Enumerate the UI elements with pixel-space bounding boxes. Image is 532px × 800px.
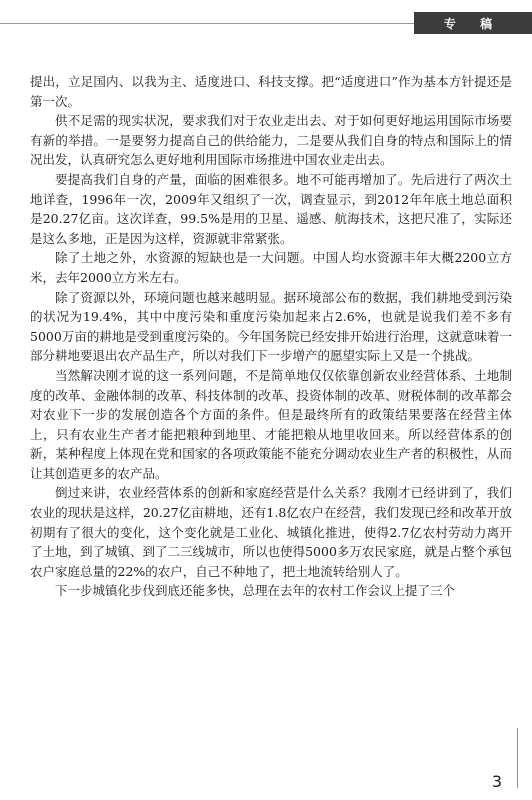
paragraph: 除了土地之外，水资源的短缺也是一大问题。中国人均水资源丰年大概2200立方米，去年2000立方米左右。 <box>30 250 512 285</box>
section-tab: 专 稿 <box>414 12 532 34</box>
paragraph: 提出，立足国内、以我为主、适度进口、科技支撑。把“适度进口”作为基本方针提还是第一次。 <box>30 74 512 109</box>
paragraph: 除了资源以外，环境问题也越来越明显。据环境部公布的数据，我们耕地受到污染的状况为19.4%，其中中度污染和重度污染加起来占2.6%，也就是说我们差不多有5000万亩的耕地是受到重度污染的。今年国务院已经安排开始进行治理，这就意味着一部分耕地要退出农产品生产，所以对我们下一步增产的愿望实际上又是一个挑战。 <box>30 289 512 364</box>
paragraph: 倒过来讲，农业经营体系的创新和家庭经营是什么关系？我刚才已经讲到了，我们农业的现状是这样，20.27亿亩耕地，还有1.8亿农户在经营，我们发现已经和改革开放初期有了很大的变化，这个变化就是工业化、城镇化推进，使得2.7亿农村劳动力离开了土地，到了城镇、到了二三线城市，所以也使得5000多万农民家庭，就是占整个承包农户家庭总量的22%的农户，自己不种地了，把土地流转给别人了。 <box>30 485 512 579</box>
paragraph: 当然解决刚才说的这一系列问题，不是简单地仅仅依靠创新农业经营体系、土地制度的改革、金融体制的改革、科技体制的改革、投资体制的改革、财税体制的改革都会对农业下一步的发展创造各个方面的条件。但是最终所有的政策结果要落在经营主体上，只有农业生产者才能把粮种到地里、才能把粮从地里收回来。所以经营体系的创新，某种程度上体现在党和国家的各项政策能不能充分调动农业生产者的积极性，从而让其创造更多的农产品。 <box>30 367 512 481</box>
running-header <box>0 12 532 34</box>
paragraph: 下一步城镇化步伐到底还能多快，总理在去年的农村工作会议上提了三个 <box>55 583 456 599</box>
article-body <box>30 72 512 601</box>
paragraph: 供不足需的现实状况，要求我们对于农业走出去、对于如何更好地运用国际市场要有新的举措。一是要努力提高自己的供给能力，二是要从我们自身的特点和国际上的情况出发，认真研究怎么更好地利用国际市场推进中国农业走出去。 <box>30 113 512 168</box>
margin-rule <box>517 728 518 788</box>
paragraph: 要提高我们自身的产量，面临的困难很多。地不可能再增加了。先后进行了两次土地详查，1996年一次，2009年又组织了一次，调查显示，到2012年年底土地总面积是20.27亿亩。这次详查，99.5%是用的卫星、遥感、航海技术，这把尺准了，实际还是这么多地，正是因为这样，资源就非常紧张。 <box>30 171 512 246</box>
page-number: 3 <box>491 772 502 791</box>
